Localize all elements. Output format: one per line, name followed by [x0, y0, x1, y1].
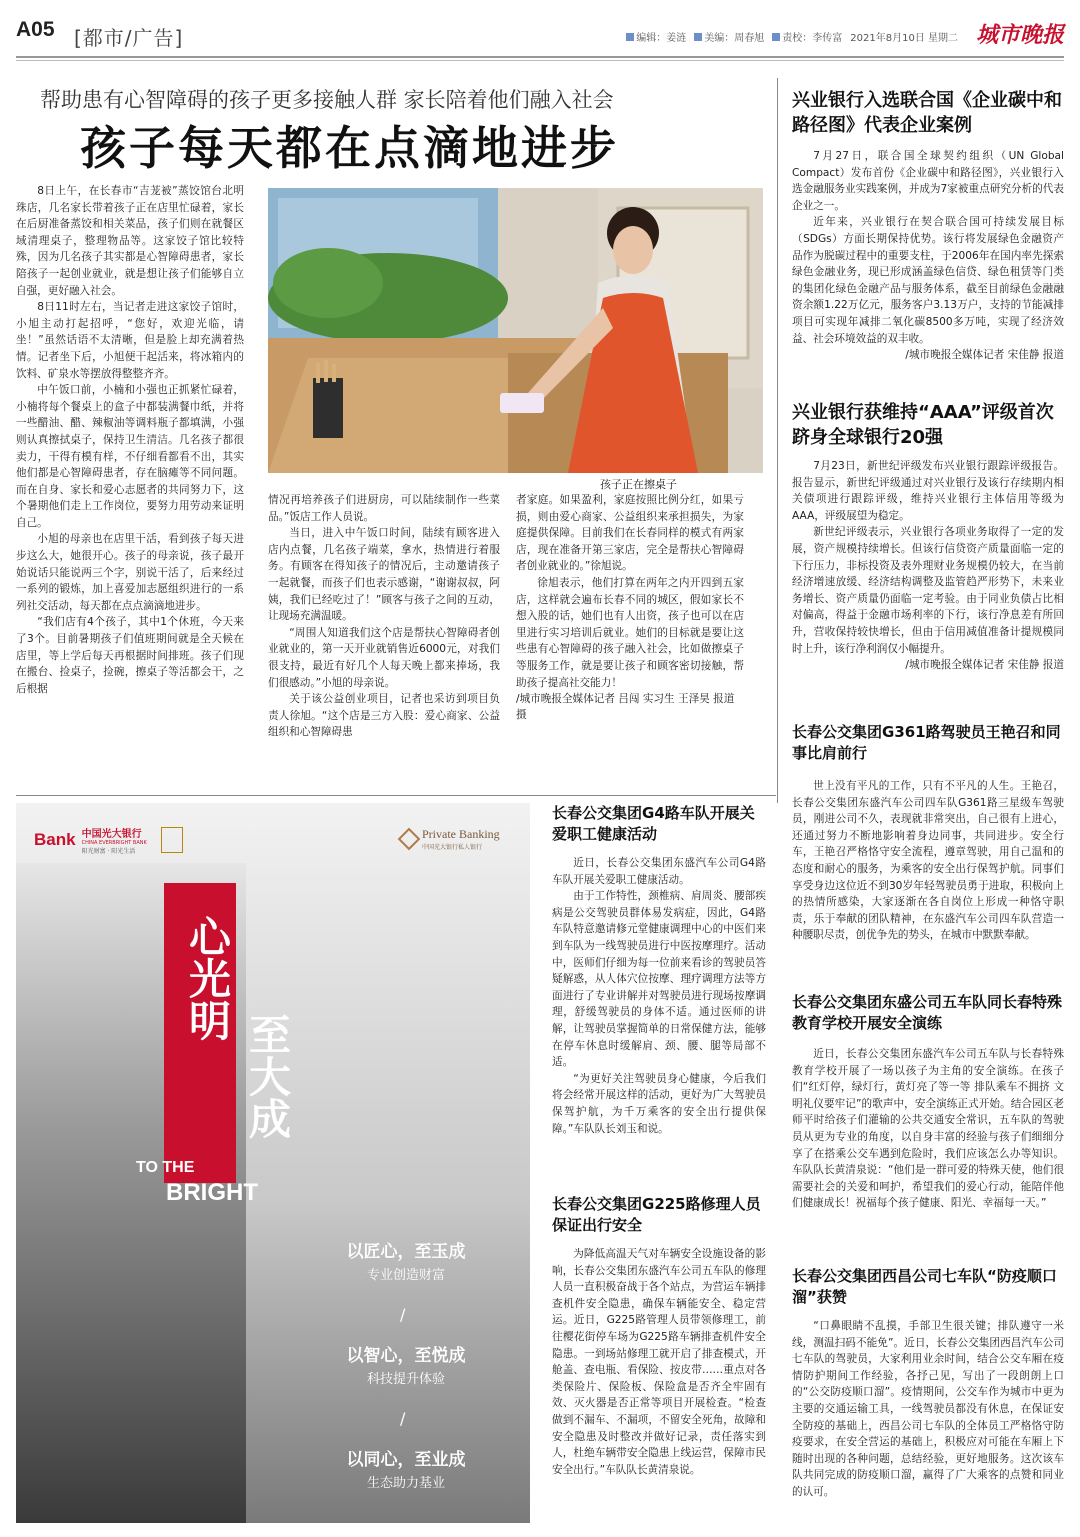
ad-slogan: [306, 1239, 506, 1287]
private-banking-title: Private Banking: [422, 827, 500, 841]
page-number: A05: [16, 18, 55, 41]
editor: 编辑：姜涟: [636, 33, 687, 44]
ad-headline-2: 至大成: [243, 1013, 292, 1139]
article-title: 长春公交集团G4路车队开展关爱职工健康活动: [552, 804, 755, 843]
paragraph: “我们店有4个孩子，其中1个休班，今天来了3个。目前暑期孩子们值班期间就是全天候在店里，等上学后每天再根据时间排班。孩子们现在搬台、捡桌子，捡碗，擦桌子等活都会干，之后根据: [16, 616, 244, 695]
section-divider: [16, 795, 776, 796]
article-xichang-rhyme: [792, 1266, 1064, 1528]
paragraph: 8日上午，在长春市“吉茏被”蒸饺馆台北明珠店，几名家长带着孩子正在店里忙碌着，家长在后厨准备蒸饺和相关菜品，孩子们则在就餐区域清理桌子，整理物品等。这家饺子馆比较特殊，因为几名孩子其实都是心智障碍患者，家长陪孩子一起创业就业，就是想让孩子们能够自立自强，更好融入社会。: [16, 185, 244, 297]
paragraph: 徐旭表示，他们打算在两年之内开四到五家店，这样就会遍布长春不同的城区，假如家长不想入股的话，她们也有人出资，孩子也可以在店里进行实习培训后就业。她们的目标就是要让这些患有心智障碍的孩子融入社会，比如做擦桌子等服务工作，就是要让孩子和顾客密切接触，帮助孩子提高社交能力！: [516, 576, 744, 689]
article-title: 兴业银行获维持“AAA”评级首次跻身全球银行20强: [792, 402, 1054, 448]
slogan-sub: 科技提升体验: [366, 1372, 445, 1387]
column-divider: [777, 78, 778, 803]
slash-divider: /: [400, 1305, 406, 1324]
news-photo: [268, 188, 763, 473]
article-title: 长春公交集团东盛公司五车队同长春特殊教育学校开展安全演练: [792, 993, 1063, 1032]
partner-emblem-icon: [161, 827, 183, 853]
bank-tagline: 阳光财富 · 阳光生活: [81, 848, 136, 855]
main-story-col-1: [16, 183, 244, 768]
slash-divider: /: [400, 1409, 406, 1428]
paragraph: 情况再培养孩子们进厨房，可以陆续制作一些菜品。”饭店工作人员说。: [268, 494, 500, 523]
paragraph: 小旭的母亲也在店里干活，看到孩子每天进步这么大，她很开心。孩子的母亲说，孩子最开始说话只能说两三个字，别说干活了，后来经过一系列的锻炼，加上喜爱加志愿组织进行的一系列社交活动，每天都在点点滴滴地进步。: [16, 533, 244, 612]
paragraph: 当日，进入中午饭口时间，陆续有顾客进入店内点餐，几名孩子端菜，拿水，热情进行着服务。有顾客在得知孩子的情况后，主动邀请孩子一起就餐，而孩子们也表示感谢，“谢谢叔叔，阿姨，我们已经吃过了！”顾客与孩子之间的互动，让现场充满温暖。: [268, 527, 500, 623]
ad-slogan: [306, 1447, 506, 1495]
paragraph: 世上没有平凡的工作，只有不平凡的人生。王艳召，长春公交集团东盛汽车公司四车队G361路三星级车驾驶员，刚进公司不久，表现就非常突出，自己很有上进心，还通过努力不断地影响着身边同事，共同进步。安全行车，王艳召严格恪守安全流程，遵章驾驶，用自己温和的态度和耐心的服务，为乘客的安全出行保驾护航。同事们享受身边这位近不到30岁年轻驾驶员勇于进取，积极向上的热情所感染，大家逐渐在各自岗位上形成一种恪守职责，乐于奉献的团队精神，在东盛汽车公司四车队营造一种腰职尽责，创优争先的势头，在城市中默默奉献。: [792, 780, 1064, 942]
article-title: 兴业银行入选联合国《企业碳中和路径图》代表企业案例: [792, 90, 1062, 136]
article-g225: [552, 1194, 766, 1524]
ad-en-1: TO THE: [136, 1159, 195, 1176]
photo-caption: 孩子正在擦桌子: [600, 478, 677, 491]
paragraph: “为更好关注驾驶员身心健康，今后我们将会经常开展这样的活动，更好为广大驾驶员保驾护航，为千万乘客的安全出行提供保障。”车队队长刘玉和说。: [552, 1072, 766, 1135]
article-title: 长春公交集团西昌公司七车队“防疫顺口溜”获赞: [792, 1267, 1057, 1306]
ad-en-2: BRIGHT: [166, 1179, 258, 1206]
paragraph: 近日，长春公交集团东盛汽车公司五车队与长春特殊教育学校开展了一场以孩子为主角的安全演练。在孩子们“红灯停，绿灯行，黄灯亮了等一等 排队乘车不拥挤 文明礼仪要牢记”的歌声中，安全演练正式开始。结合园区老师平时给孩子们灌输的公共交通安全常识，五车队的驾驶员从更为专业的角度，以自身丰富的经验与孩子们细细分享了在搭乘公交车遇到危险时，我们应该怎么办等知识。车队队长黄清泉说：“他们是一群可爱的特殊天使，他们很需要社会的关爱和呵护，希望我们的爱心行动，能陪伴他们健康成长！祝福每个孩子健康、阳光、幸福每一天。”: [792, 1048, 1064, 1210]
article-dongsheng-drill: [792, 992, 1064, 1260]
article-g4: [552, 803, 766, 1183]
staff-line: [626, 29, 958, 44]
paragraph: 近日，长春公交集团东盛汽车公司G4路车队开展关爱职工健康活动。: [552, 857, 766, 886]
art-editor: 美编：周春旭: [704, 33, 765, 44]
slogan-sub: 生态助力基业: [366, 1476, 445, 1491]
masthead-rule-thin: [16, 60, 1064, 61]
byline: /城市晚报全媒体记者 吕闯 实习生 王泽昊 报道 摄: [516, 693, 735, 722]
byline: /城市晚报全媒体记者 宋佳静 报道: [905, 349, 1064, 362]
paragraph: 为降低高温天气对车辆安全设施设备的影响，长春公交集团东盛汽车公司五车队的修理人员一直积极奋战于各个站点，为营运车辆排查机件安全隐患，确保车辆能安全、稳定营运。近日，G225路管理人员带领修理工，前往樱花街停车场为G225路车辆排查机件安全隐患。一到场站修理工就开启了排查模式，开舱盖、查电瓶、看保险、按皮带……重点对各类保险片、保险板、保险盒是否齐全牢固有效、灭火器是否正常等项目开展检查。“检查做到不漏车、不漏项，不留安全死角，故障和安全隐患及时整改并做好记录，责任落实到人，杜绝车辆带安全隐患上线运营，保障市民安全出行。”车队队长黄清泉说。: [552, 1248, 766, 1476]
paragraph: 新世纪评级表示，兴业银行各项业务取得了一定的发展，资产规模持续增长。但该行信贷资产质量面临一定的下行压力，非标投资及表外理财业务规模仍较大，在当前经济增速放缓、经济结构调整及监管趋严形势下，未来业务增长、资产质量仍面临一定考验。由于同业负债占比相对偏高，得益于金融市场利率的下行，该行净息差有所回升，营收保持较快增长，但由于信用减值准备计提规模同时上升，该行净利润仅小幅提升。: [792, 526, 1064, 655]
main-story-col-2: [268, 492, 500, 772]
bank-advertisement: [16, 803, 530, 1523]
paragraph: “周围人知道我们这个店是帮扶心智障碍者创业就业的，第一天开业就销售近6000元，对我们很支持，最近有好几个人每天晚上都来捧场，我们很感动。”小旭的母亲说。: [268, 626, 500, 689]
article-industrial-bank-aaa: [792, 400, 1064, 714]
byline: /城市晚报全媒体记者 宋佳静 报道: [905, 659, 1064, 672]
paragraph: 近年来，兴业银行在契合联合国可持续发展目标（SDGs）方面长期保持优势。该行将发展绿色金融资产品作为脱碳过程中的重要支柱，于2006年在国内率先探索绿色金融业务，现已形成涵盖绿色信贷、绿色租赁等门类的集团化绿色金融产品与服务体系，截至目前绿色金融融资余额1.22万亿元，服务客户3.13万户，支持的节能减排项目可实现年减排二氧化碳8500多万吨，实现了经济效益、社会环境效益的双丰收。: [792, 216, 1064, 345]
bank-name-en: CHINA EVERBRIGHT BANK: [81, 840, 147, 846]
proofreader: 责校：李传富: [782, 33, 843, 44]
main-subtitle: 帮助患有心智障碍的孩子更多接触人群 家长陪着他们融入社会: [40, 88, 614, 112]
issue-date: 2021年8月10日 星期二: [850, 33, 958, 44]
paragraph: 7月27日，联合国全球契约组织（UN Global Compact）发布首份《企业碳中和路径图》，兴业银行入选金融服务业实践案例，并成为7家被重点研究分析的代表企业之一。: [792, 150, 1064, 212]
diamond-icon: [398, 828, 421, 851]
paragraph: “口鼻眼睛不乱摸，手部卫生很关键；排队遵守一米线，测温扫码不能免”。近日，长春公交集团西昌汽车公司七车队的驾驶员，大家利用业余时间，结合公交车厢在疫情防护期间工作经验，各抒己见，写出了一段朗朗上口的“公交防疫顺口溜”。疫情期间，公交车作为城市中更为主要的交通运输工具，一线驾驶员都没有休息，在保证安全防疫的基础上，西昌公司七车队的全体员工严格恪守防疫要求，在安全营运的基础上，积极应对可能在车厢上下随时出现的各种问题，总结经验，更好地服务。这次该车队共同完成的防疫顺口溜，赢得了广大乘客的点赞和同业的认可。: [792, 1320, 1064, 1498]
ad-headline-1: 心光明: [183, 915, 232, 1041]
slogan-title: 以智心，至悦成: [346, 1346, 466, 1366]
paragraph: 关于该公益创业项目，记者也采访到项目负责人徐旭。“这个店是三方入股：爱心商家、公益组织和心智障碍患: [268, 693, 500, 739]
article-g361: [792, 722, 1064, 984]
masthead-rule: [16, 56, 1064, 58]
ad-slogan: [306, 1343, 506, 1391]
paragraph: 者家庭。如果盈利，家庭按照比例分红，如果亏损，则由爱心商家、公益组织来承担损失，为家庭提供保障。目前我们在长春同样的模式有两家店，现在准备开第三家店，完全是帮扶心智障碍者创业就业的。”徐旭说。: [516, 494, 744, 573]
article-title: 长春公交集团G225路修理人员保证出行安全: [552, 1195, 761, 1234]
paragraph: 7月23日，新世纪评级发布兴业银行跟踪评级报告。报告显示，新世纪评级通过对兴业银行及该行存续期内相关债项进行跟踪评级，维持兴业银行主体信用等级为AAA，评级展望为稳定。: [792, 460, 1064, 522]
slogan-title: 以同心，至业成: [346, 1450, 466, 1470]
paragraph: 中午饭口前，小楠和小强也正抓紧忙碌着，小楠将每个餐桌上的盒子中都装满餐巾纸，并将一些醋油、醋、辣椒油等调料瓶子都填满，小强则认真擦拭桌子，保持卫生清洁。几名孩子都很卖力，干得有模有样，不仔细看都看不出，其实他们都是心智障碍患者，存在脑瘫等不同问题。而在自身、家长和爱心志愿者的共同努力下，这个暑期他们走上工作岗位，要努力用劳动来证明自己。: [16, 384, 244, 529]
newspaper-logo: 城市晚报: [975, 22, 1064, 48]
paragraph: 8日11时左右，当记者走进这家饺子馆时，小旭主动打起招呼，“您好，欢迎光临，请坐！”虽然话语不太清晰，但是脸上却充满着热情。记者坐下后，小旭便干起活来，将冰箱内的饮料、矿泉水等摆放得整整齐齐。: [16, 301, 244, 380]
paragraph: 由于工作特性，颈椎病、肩周炎、腰部疾病是公交驾驶员群体易发病症，因此，G4路车队特意邀请修元堂健康调理中心的中医们来到车队为一线驾驶员进行中医按摩理疗。活动中，医师们仔细为每一位前来看诊的驾驶员答疑解惑，从人体穴位按摩、理疗调理方法等方面进行了专业讲解并对驾驶员进行现场按摩调理，舒缓驾驶员的身体不适。通过医师的讲解，让驾驶员掌握简单的日常保健方法，能够在停车休息时缓解肩、颈、腰、腿等局部不适。: [552, 890, 766, 1069]
bank-name: 中国光大银行: [81, 829, 142, 840]
article-title: 长春公交集团G361路驾驶员王艳召和同事比肩前行: [792, 723, 1061, 762]
private-banking-logo: [401, 827, 500, 851]
slogan-sub: 专业创造财富: [366, 1268, 445, 1283]
section-label: [都市/广告]: [74, 26, 184, 50]
main-story-col-3: [516, 492, 744, 772]
photo-illustration: [268, 188, 763, 473]
bank-logo: Bank 中国光大银行 CHINA EVERBRIGHT BANK 阳光财富 · 阳光生活: [34, 825, 183, 855]
slogan-title: 以匠心，至玉成: [346, 1242, 466, 1262]
article-industrial-bank-carbon: [792, 88, 1064, 380]
private-banking-sub: 中国光大银行私人银行: [422, 844, 483, 851]
masthead: [0, 0, 1080, 68]
main-title: 孩子每天都在点滴地进步: [80, 121, 619, 175]
